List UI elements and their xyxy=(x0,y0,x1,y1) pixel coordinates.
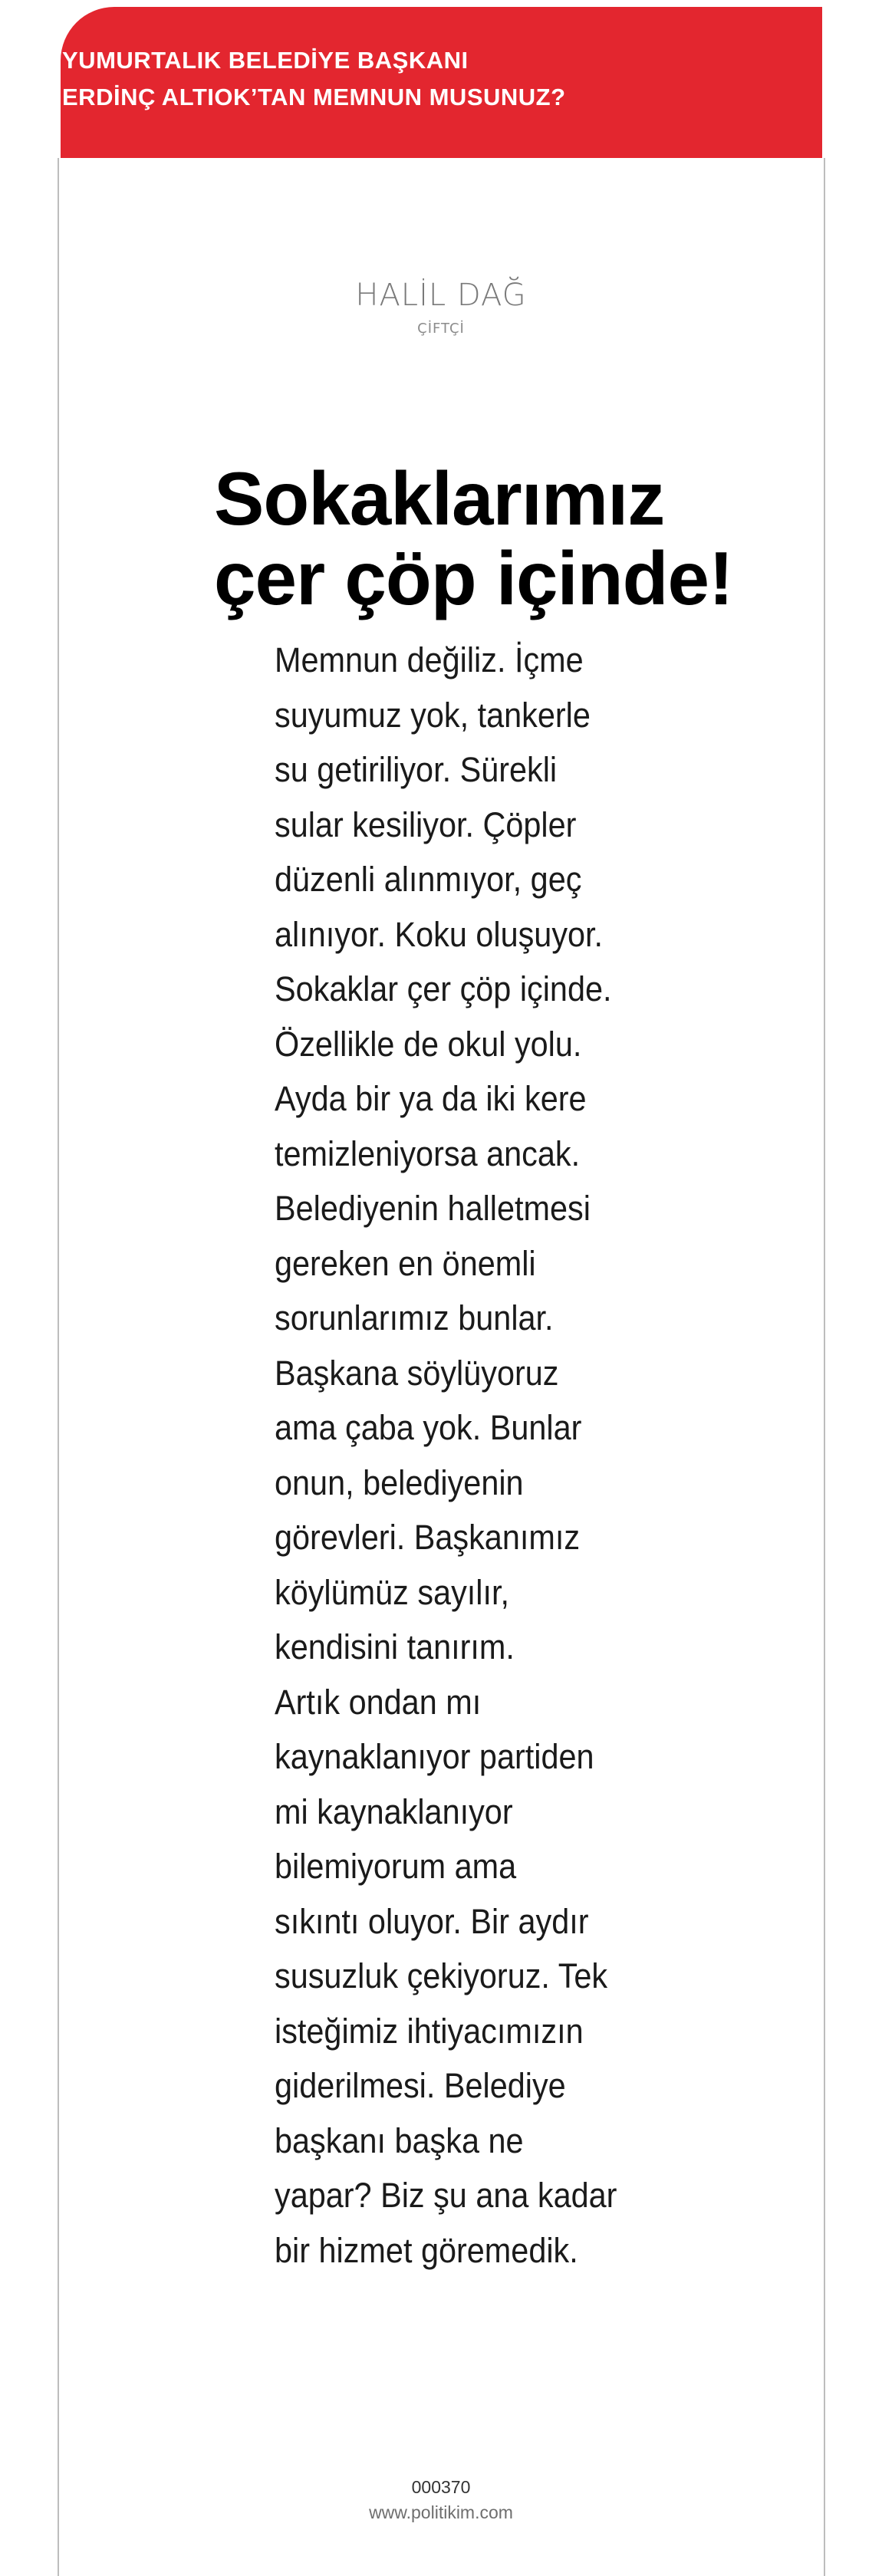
body-line: ama çaba yok. Bunlar xyxy=(275,1408,582,1447)
body-line: köylümüz sayılır, xyxy=(275,1572,510,1612)
body-line: suyumuz yok, tankerle xyxy=(275,695,591,735)
frame-right-border xyxy=(824,158,825,2576)
body-line: görevleri. Başkanımız xyxy=(275,1518,581,1557)
body-line: susuzluk çekiyoruz. Tek xyxy=(275,1956,608,1995)
body-line: Başkana söylüyoruz xyxy=(275,1353,559,1393)
body-line: isteğimiz ihtiyacımızın xyxy=(275,2011,584,2051)
body-line: yapar? Biz şu ana kadar xyxy=(275,2176,617,2215)
footer-url: www.politikim.com xyxy=(369,2502,513,2522)
body-line: Sokaklar çer çöp içinde. xyxy=(275,969,612,1008)
footer-code: 000370 xyxy=(411,2477,471,2497)
body-line: giderilmesi. Belediye xyxy=(275,2066,566,2105)
body-line: Memnun değiliz. İçme xyxy=(275,640,584,679)
body-line: mi kaynaklanıyor xyxy=(275,1791,513,1831)
body-line: Özellikle de okul yolu. xyxy=(275,1024,582,1064)
article-body xyxy=(275,633,670,2278)
body-line: gereken en önemli xyxy=(275,1243,536,1283)
body-line: Belediyenin halletmesi xyxy=(275,1189,591,1228)
body-line: kaynaklanıyor partiden xyxy=(275,1737,594,1776)
body-line: başkanı başka ne xyxy=(275,2120,524,2160)
body-line: temizleniyorsa ancak. xyxy=(275,1133,581,1173)
headline xyxy=(214,456,797,620)
author-name: HALİL DAĞ xyxy=(355,278,527,313)
author-role: ÇİFTÇİ xyxy=(417,321,465,337)
body-line: bir hizmet göremedik. xyxy=(275,2230,578,2270)
body-line: Ayda bir ya da iki kere xyxy=(275,1079,587,1118)
frame-left-border xyxy=(58,158,59,2576)
body-line: su getiriliyor. Sürekli xyxy=(275,750,558,789)
body-line: sıkıntı oluyor. Bir aydır xyxy=(275,1901,589,1941)
headline-line: Sokaklarımız xyxy=(214,456,665,541)
body-line: kendisini tanırım. xyxy=(275,1627,515,1666)
body-line: Artık ondan mı xyxy=(275,1682,482,1722)
headline-line: çer çöp içinde! xyxy=(214,536,733,620)
body-line: bilemiyorum ama xyxy=(275,1847,517,1886)
body-line: onun, belediyenin xyxy=(275,1462,524,1502)
body-line: sular kesiliyor. Çöpler xyxy=(275,804,577,844)
body-line: düzenli alınmıyor, geç xyxy=(275,860,582,899)
body-line: alınıyor. Koku oluşuyor. xyxy=(275,914,604,954)
body-line: sorunlarımız bunlar. xyxy=(275,1298,554,1337)
banner-title-line: YUMURTALIK BELEDİYE BAŞKANI xyxy=(62,47,469,74)
banner-title xyxy=(62,42,737,116)
banner-title-line: ERDİNÇ ALTIOK’TAN MEMNUN MUSUNUZ? xyxy=(62,84,566,110)
